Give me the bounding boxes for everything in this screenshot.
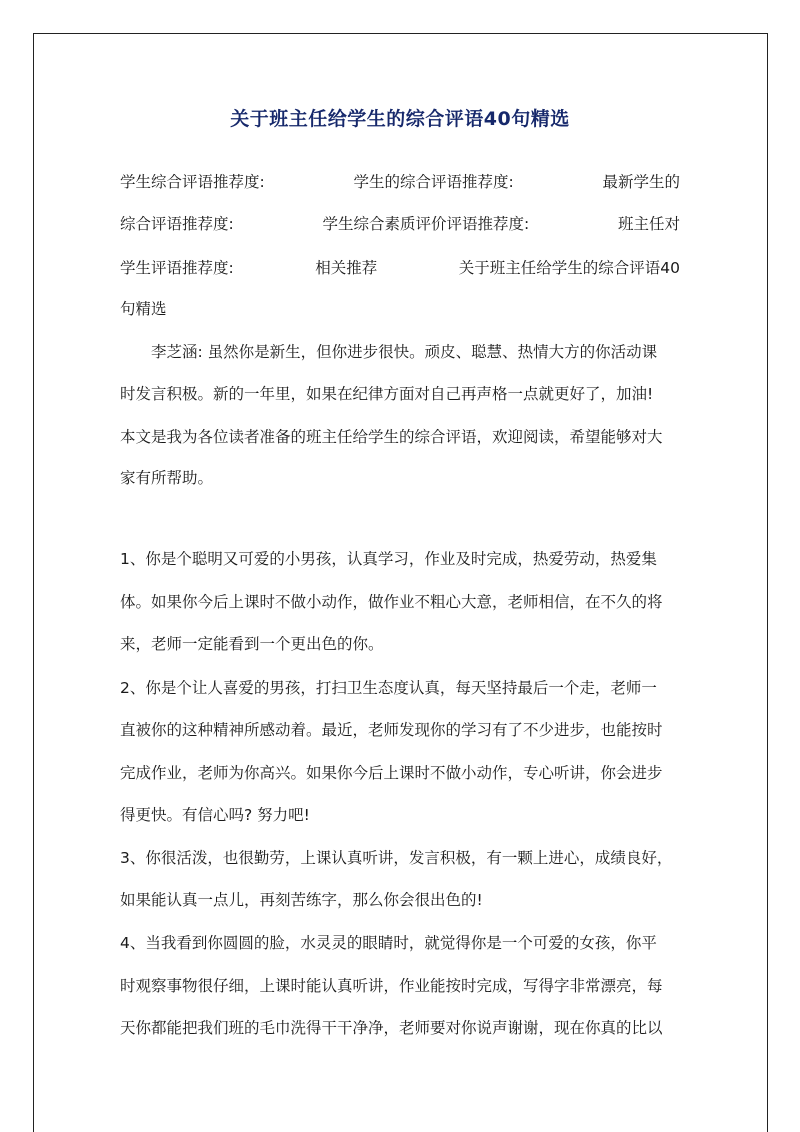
item-1-line: 来，老师一定能看到一个更出色的你。 — [120, 635, 384, 653]
item-3-line: 3、你很活泼，也很勤劳，上课认真听讲，发言积极，有一颗上进心，成绩良好， — [120, 849, 673, 867]
related-line-3 — [120, 256, 680, 280]
item-1-line: 1、你是个聪明又可爱的小男孩，认真学习，作业及时完成，热爱劳动，热爱集 — [120, 550, 657, 568]
item-2-line: 得更快。有信心吗? 努力吧! — [120, 806, 310, 824]
item-3-line: 如果能认真一点儿，再刻苦练字，那么你会很出色的! — [120, 891, 483, 909]
related-link[interactable]: 学生综合素质评价评语推荐度: — [322, 215, 530, 233]
intro-line: 家有所帮助。 — [120, 469, 214, 487]
item-2-line: 2、你是个让人喜爱的男孩，打扫卫生态度认真，每天坚持最后一个走，老师一 — [120, 679, 657, 697]
document-title: 关于班主任给学生的综合评语40句精选 — [230, 108, 570, 130]
intro-line: 本文是我为各位读者准备的班主任给学生的综合评语，欢迎阅读，希望能够对大 — [120, 428, 663, 446]
related-link[interactable]: 综合评语推荐度: — [120, 215, 234, 233]
item-2-line: 直被你的这种精神所感动着。最近，老师发现你的学习有了不少进步，也能按时 — [120, 721, 663, 739]
related-link[interactable]: 关于班主任给学生的综合评语40 — [458, 259, 680, 277]
intro-line: 时发言积极。新的一年里，如果在纪律方面对自己再声格一点就更好了，加油! — [120, 385, 654, 403]
item-4-line: 天你都能把我们班的毛巾洗得干干净净，老师要对你说声谢谢，现在你真的比以 — [120, 1019, 663, 1037]
item-4-line: 4、当我看到你圆圆的脸，水灵灵的眼睛时，就觉得你是一个可爱的女孩，你平 — [120, 934, 657, 952]
related-line-2 — [120, 212, 680, 236]
related-link[interactable]: 学生的综合评语推荐度: — [353, 173, 514, 191]
related-link[interactable]: 班主任对 — [617, 215, 680, 233]
related-link[interactable]: 学生综合评语推荐度: — [120, 173, 265, 191]
item-4-line: 时观察事物很仔细，上课时能认真听讲，作业能按时完成，写得字非常漂亮，每 — [120, 977, 663, 995]
item-2-line: 完成作业，老师为你高兴。如果你今后上课时不做小动作，专心听讲，你会进步 — [120, 764, 663, 782]
intro-line: 李芝涵: 虽然你是新生，但你进步很快。顽皮、聪慧、热情大方的你活动课 — [151, 343, 658, 361]
related-link[interactable]: 句精选 — [120, 300, 167, 318]
related-heading: 相关推荐 — [315, 259, 378, 277]
related-line-4 — [120, 297, 680, 321]
related-link[interactable]: 学生评语推荐度: — [120, 259, 234, 277]
item-1-line: 体。如果你今后上课时不做小动作，做作业不粗心大意，老师相信，在不久的将 — [120, 593, 663, 611]
page-border — [33, 33, 768, 1132]
related-link[interactable]: 最新学生的 — [602, 173, 680, 191]
related-line-1 — [120, 170, 680, 194]
